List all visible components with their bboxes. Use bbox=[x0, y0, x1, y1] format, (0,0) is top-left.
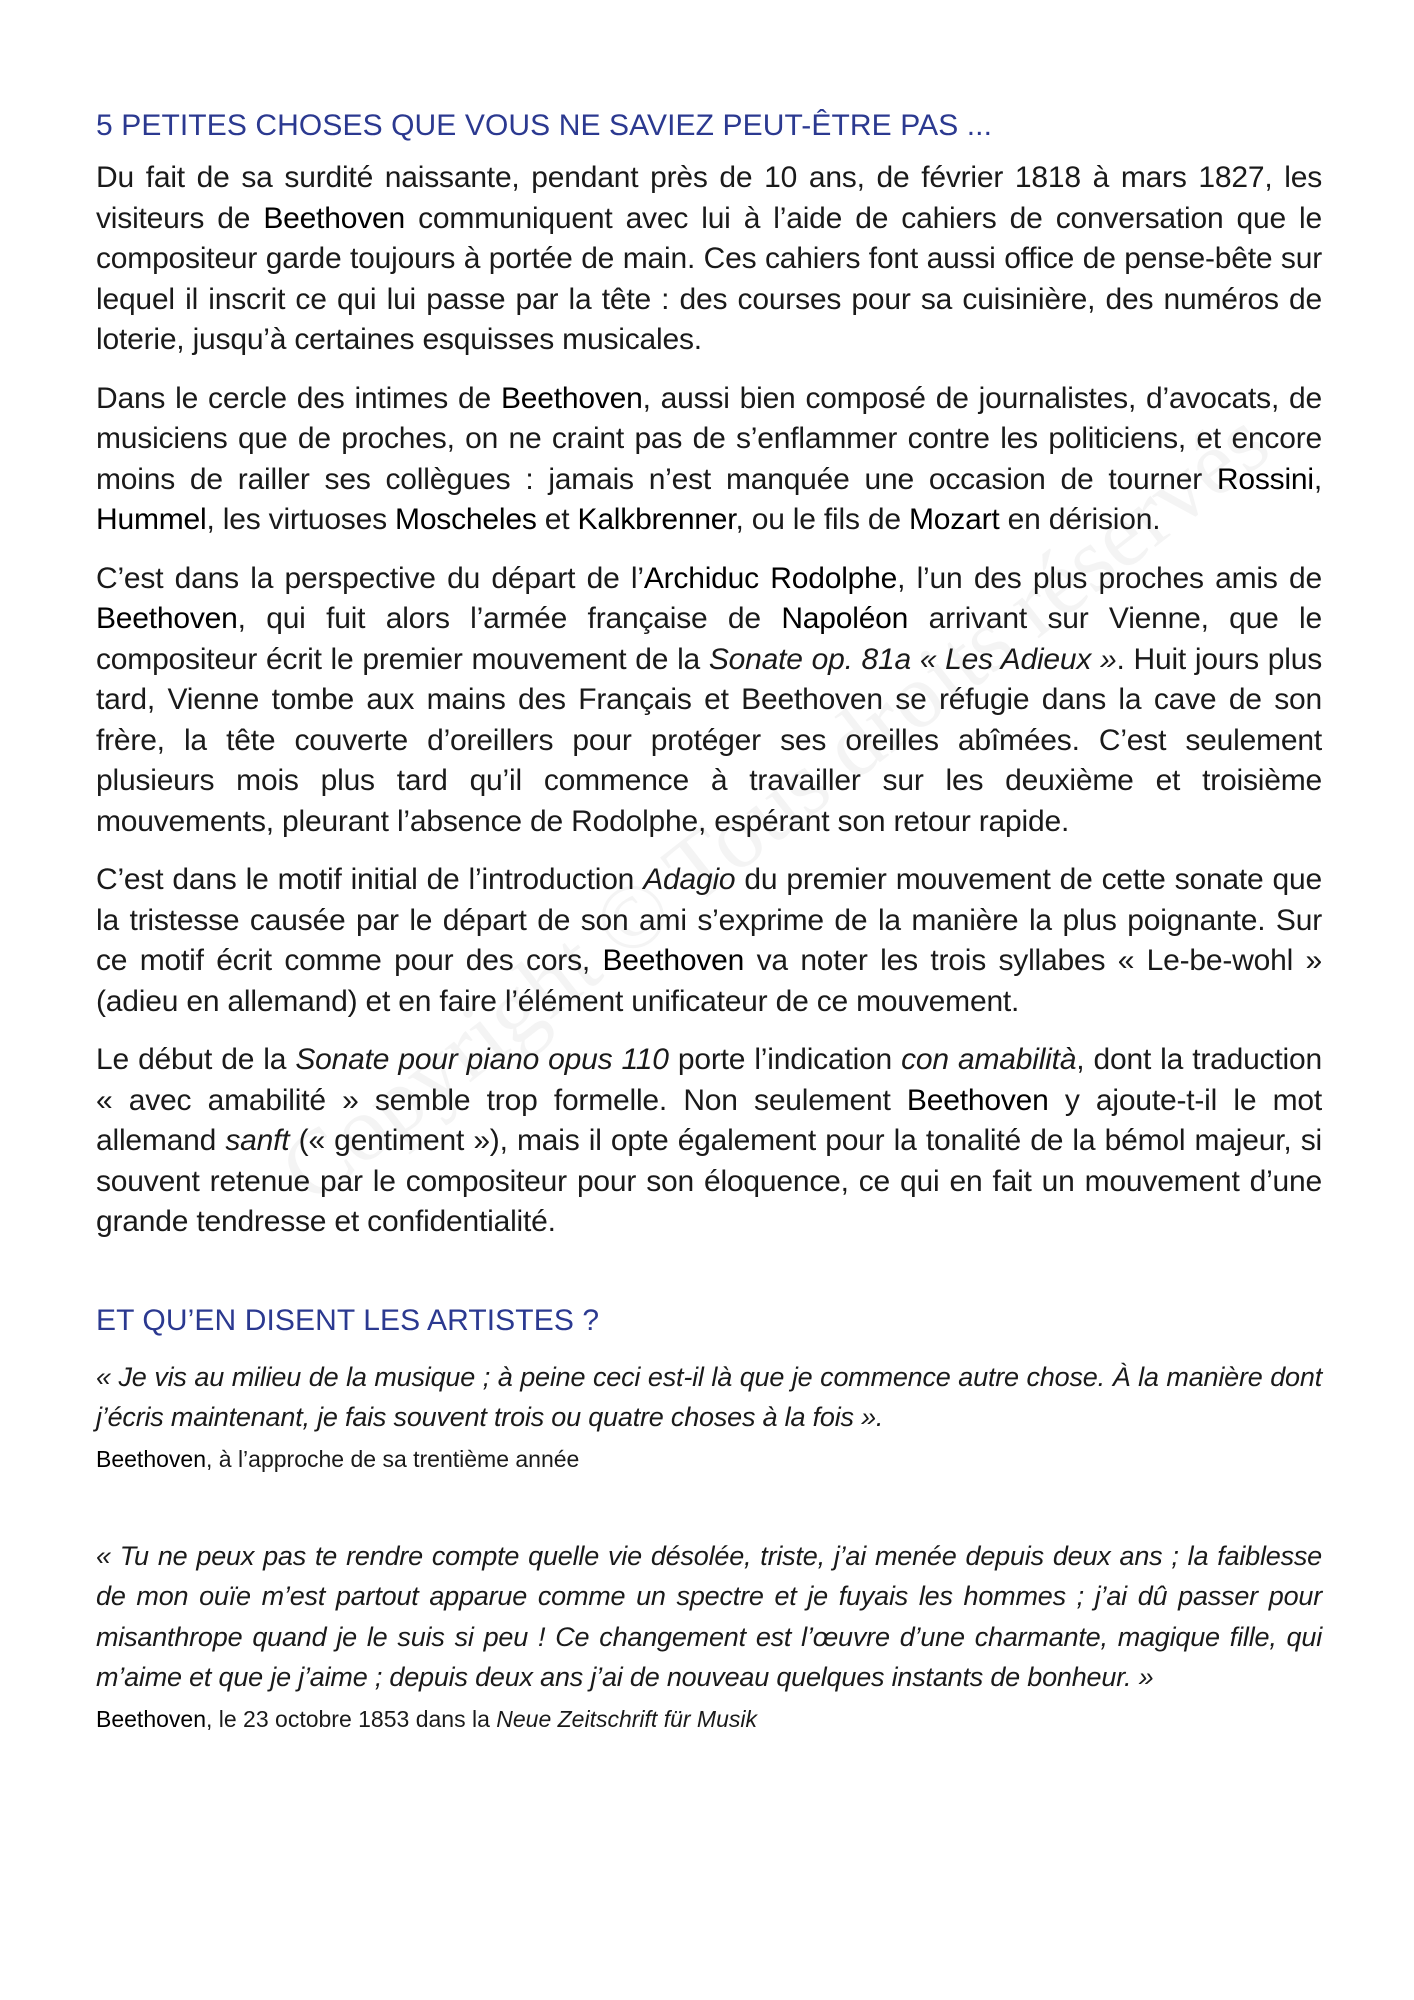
paragraph-1: Du fait de sa surdité naissante, pendant près de 10 ans, de février 1818 à mars 1827, les visiteurs de Beethoven communiquent avec lui à l’aide de cahiers de conversation que le compositeur garde toujours à portée de main. Ces cahiers font aussi office de pense-bête sur lequel il inscrit ce qui lui passe par la tête : des courses pour sa cuisinière, des numéros de loterie, jusqu’à certaines esquisses musicales. bbox=[96, 161, 1322, 356]
name-kalkbrenner: Kalkbrenner bbox=[577, 503, 736, 536]
quote-2: « Tu ne peux pas te rendre compte quelle vie désolée, triste, j’ai menée depuis deux ans ; la faiblesse de mon ouïe m’est partout apparue comme un spectre et je fuyais les hommes ; j’ai dû passer pour misanthrope quand je le suis si peu ! Ce changement est l’œuvre d’une charmante, magique fille, qui m’aime et que je j’aime ; depuis deux ans j’ai de nouveau quelques instants de bonheur. » bbox=[96, 1540, 1322, 1692]
section-heading-artistes: ET QU’EN DISENT LES ARTISTES ? bbox=[96, 1303, 600, 1337]
name-beethoven: Beethoven bbox=[263, 201, 406, 235]
name-hummel: Hummel bbox=[96, 503, 207, 536]
section-heading-petites-choses: 5 PETITES CHOSES QUE VOUS NE SAVIEZ PEUT-ÊTRE PAS ... bbox=[96, 109, 993, 142]
paragraph-4: C’est dans le motif initial de l’introduction Adagio du premier mouvement de cette sonate que la tristesse causée par le départ de son ami s’exprime de la manière la plus poignante. Sur ce motif écrit comme pour des cors, Beethoven va noter les trois syllabes « Le-be-wohl » (adieu en allemand) et en faire l’élément unificateur de ce mouvement. bbox=[96, 863, 1322, 1018]
name-rossini: Rossini bbox=[1216, 462, 1314, 496]
work-title-sonate-110: Sonate pour piano opus 110 bbox=[295, 1043, 669, 1076]
name-moscheles: Moscheles bbox=[395, 503, 537, 536]
quote-1: « Je vis au milieu de la musique ; à peine ceci est-il là que je commence autre chose. À la manière dont j’écris maintenant, je fais souvent trois ou quatre choses à la fois ». bbox=[96, 1361, 1322, 1432]
paragraph-5: Le début de la Sonate pour piano opus 110 porte l’indication con amabilità, dont la traduction « avec amabilité » semble trop formelle. Non seulement Beethoven y ajoute-t-il le mot allemand sanft (« gentiment »), mais il opte également pour la tonalité de la bémol majeur, si souvent retenue par le compositeur pour son éloquence, ce qui en fait un mouvement d’une grande tendresse et confidentialité. bbox=[96, 1043, 1323, 1238]
name-beethoven: Beethoven bbox=[500, 381, 643, 415]
work-title-neue-zeitschrift: Neue Zeitschrift für Musik bbox=[496, 1705, 757, 1732]
term-adagio: Adagio bbox=[643, 863, 736, 896]
paragraph-3: C’est dans la perspective du départ de l’Archiduc Rodolphe, l’un des plus proches amis de Beethoven, qui fuit alors l’armée française de Napoléon arrivant sur Vienne, que le compositeur écrit le premier mouvement de la Sonate op. 81a « Les Adieux ». Huit jours plus tard, Vienne tombe aux mains des Français et Beethoven se réfugie dans la cave de son frère, la tête couverte d’oreillers pour protéger ses oreilles abîmées. C’est seulement plusieurs mois plus tard qu’il commence à travailler sur les deuxième et troisième mouvements, pleurant l’absence de Rodolphe, espérant son retour rapide. bbox=[96, 561, 1323, 838]
attribution-name: Beethoven bbox=[96, 1445, 206, 1472]
term-sanft: sanft bbox=[225, 1124, 290, 1157]
attribution-name: Beethoven bbox=[96, 1705, 206, 1732]
name-napoleon: Napoléon bbox=[781, 602, 909, 635]
name-beethoven: Beethoven bbox=[96, 602, 238, 635]
name-mozart: Mozart bbox=[909, 503, 1000, 536]
document-page bbox=[96, 108, 1322, 1734]
quote-2-attribution: Beethoven, le 23 octobre 1853 dans la Neue Zeitschrift für Musik bbox=[96, 1705, 757, 1732]
quote-1-attribution: Beethoven, à l’approche de sa trentième année bbox=[96, 1445, 580, 1472]
name-beethoven: Beethoven bbox=[602, 944, 745, 977]
name-archiduc-rodolphe: Archiduc Rodolphe bbox=[643, 561, 898, 595]
paragraph-2: Dans le cercle des intimes de Beethoven, aussi bien composé de journalistes, d’avocats, de musiciens que de proches, on ne craint pas de s’enflammer contre les politiciens, et encore moins de railler ses collègues : jamais n’est manquée une occasion de tourner Rossini, Hummel, les virtuoses Moscheles et Kalkbrenner, ou le fils de Mozart en dérision. bbox=[96, 381, 1322, 536]
work-title-sonate-81a: Sonate op. 81a « Les Adieux » bbox=[708, 642, 1117, 676]
name-beethoven: Beethoven bbox=[906, 1083, 1049, 1117]
term-con-amabilita: con amabilità bbox=[901, 1043, 1077, 1076]
